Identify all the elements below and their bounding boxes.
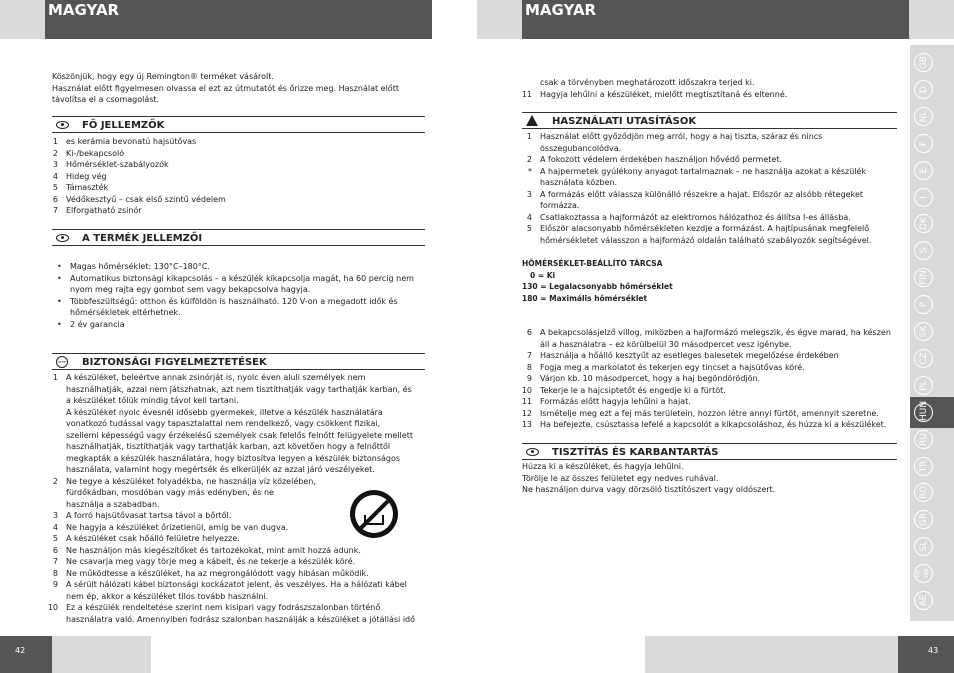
list-item [514,177,904,189]
language-nl[interactable]: NL [914,107,933,126]
item-number: 7 [52,206,58,215]
list-item [40,372,432,384]
list-item [514,200,904,212]
language-dk[interactable]: DK [914,214,933,233]
list-item [40,579,432,591]
item-number: 11 [521,89,532,99]
item-number: 4 [52,522,58,532]
language-sk[interactable]: SK [914,322,933,341]
language-f[interactable]: F [914,134,933,153]
item-text: A készüléket csak hőálló felületre helyezze. [66,534,240,543]
item-number: 10 [47,603,58,612]
list-item [40,568,432,580]
list-item [40,545,432,557]
list-item [514,235,904,247]
page-number-left: 42 [0,636,52,673]
list-item [514,396,906,408]
list-item [514,89,894,101]
usage-continued-list [514,327,906,431]
item-text: Hőmérséklet-szabályozók [66,160,169,169]
list-item [40,430,432,442]
cleaning-line: Húzza ki a készüléket, és hagyja lehűlni. [522,462,684,471]
bullet-line: • Magas hőmérséklet: 130°C–180°C. [70,262,210,271]
temp-dial-line: 0 = Ki [530,270,556,280]
list-item [514,212,904,224]
item-text: es kerámia bevonatú hajsütővas [66,137,197,146]
item-number: 3 [52,160,58,169]
list-item [40,476,432,488]
item-text: Ne tegye a készüléket folyadékba, ne használja víz közelében, [66,476,316,486]
warning-icon [526,115,538,126]
list-item [40,407,432,419]
bullet-item [52,296,427,319]
list-item [40,182,420,194]
list-item [514,77,894,89]
item-text: Ne hagyja a készüléket őrizetlenül, amíg be van dugva. [66,522,289,532]
item-number: 1 [52,137,58,146]
section-product-features [52,229,425,246]
item-number: 2 [52,476,58,486]
language-s[interactable]: S [914,241,933,260]
item-number: 6 [52,545,58,555]
bullet-item [52,261,427,273]
bullet-item [52,273,427,296]
item-text: Elforgatható zsinór [66,206,142,215]
item-text: Formázás előtt hagyja lehűlni a hajat. [540,397,691,406]
item-text: A fokozott védelem érdekében használjon hővédő permetet. [540,155,782,164]
list-item [40,614,432,626]
cleaning-line: Törölje le az összes felületet egy nedves ruhával. [522,473,719,483]
section-usage [522,112,897,129]
list-item [40,395,432,407]
item-number: 3 [52,511,58,520]
language-p[interactable]: P [914,295,933,314]
temp-dial-line: 130 = Legalacsonyabb hőmérséklet [522,282,673,291]
list-item [40,159,420,171]
item-text: Ne csavarja meg vagy törje meg a kábelt, és ne tekerje a készülék köré. [66,557,356,566]
list-item [40,591,432,603]
eye-icon [56,234,69,242]
section-safety [52,353,425,370]
item-number: 2 [52,148,58,158]
item-text: hőmérsékletet válasszon a hajformázó oldalán található szabályozók segítségével. [540,235,872,245]
list-item [40,194,420,206]
page-header-right: MAGYAR [522,0,909,39]
intro-line: távolítsa el a csomagolást. [52,95,160,104]
list-item [514,131,904,143]
language-tr[interactable]: TR [914,457,933,476]
item-text: A forró hajsütővasat tartsa távol a bőrtől. [66,511,232,520]
list-item [40,602,432,614]
item-text: Hideg vég [66,171,107,181]
page-header-left: MAGYAR [45,0,432,39]
list-item [514,350,906,362]
item-text: nem ép, akkor a készüléket tilos tovább használni. [66,591,269,601]
list-item [40,418,432,430]
list-item [514,408,906,420]
item-number: 5 [52,534,58,543]
item-text: Használja a hőálló kesztyűt az esetleges balesetek megelőzése érdekében [540,351,839,360]
item-number: 6 [526,328,532,337]
item-text: A bekapcsolásjelző villog, miközben a hajformázó melegszik, és égve marad, ha készen [540,328,891,337]
bullet-line: hőmérsékletek eltérhetnek. [70,308,181,317]
section-title: HASZNÁLATI UTASÍTÁSOK [552,116,697,127]
item-number: 10 [521,385,532,395]
language-pl[interactable]: PL [914,376,933,395]
item-number: 12 [521,408,532,418]
continued-list [514,77,894,100]
language-ro[interactable]: RO [914,483,933,502]
bullet-line: • Automatikus biztonsági kikapcsolás – a készülék kikapcsolja magát, ha 60 percig nem [70,273,414,283]
usage-list [514,131,904,246]
bullet-item [52,319,427,331]
item-number: 4 [526,212,532,222]
item-text: A hajpermetek gyúlékony anyagot tartalmaznak – ne használja azokat a készülék [540,166,867,176]
list-item [514,373,906,385]
list-item [40,205,420,217]
list-item [40,441,432,453]
cleaning-line: Ne használjon durva vagy dörzsölő tisztítószert vagy oldószert. [522,485,776,494]
item-number: 2 [526,155,532,164]
item-text: áll a használatra – ez körülbelül 30 másodpercet vesz igénybe. [540,339,792,349]
main-features-list [40,136,420,217]
language-ru[interactable]: RU [914,430,933,449]
item-text: Ha befejezte, csúsztassa lefelé a kapcsolót a kikapcsoláshoz, és húzza ki a készüléket. [540,420,887,429]
item-number: 9 [526,374,532,383]
item-text: használja a szabadban. [66,499,160,509]
language-e[interactable]: E [914,161,933,180]
item-text: használhatják, azzal nem játszhatnak, azt nem tisztíthatják vagy tarthatják karban, és [66,384,412,394]
item-text: használatra való. Amennyiben fodrász szalonban használják a készüléket a jótállási idő [66,614,416,624]
bullet-line: • 2 év garancia [70,319,125,329]
item-text: Először alacsonyabb hőmérsékleten kezdje a formázást. A hajtípusának megfelelő [540,224,870,233]
item-number: 5 [526,224,532,233]
language-ae[interactable]: AE [914,591,933,610]
item-text: A készüléket, beleértve annak zsinórját is, nyolc éven aluli személyek nem [66,373,366,382]
item-number: 4 [52,171,58,181]
list-item [40,148,420,160]
product-features-list [52,261,427,330]
language-d[interactable]: D [914,80,933,99]
eye-icon [526,448,539,456]
item-text: Ismételje meg ezt a fej más területein, hozzon létre annyi fürtöt, amennyit szeretne. [540,408,879,418]
item-text: Tekerje le a hajcsiptetőt és engedje ki a fürtöt. [540,385,726,395]
item-text: használhatják, tisztíthatják vagy tarthatják karban, azt követően hogy a felnőttől [66,442,391,451]
item-text: Várjon kb. 10 másodpercet, hogy a haj begöndörödjön. [540,374,761,383]
list-item [40,464,432,476]
list-item [514,339,906,351]
section-title: A TERMÉK JELLEMZŐI [82,233,203,244]
item-text: A készüléket nyolc évesnél idősebb gyermekek, illetve a készülék használatára [66,407,383,417]
list-item [514,385,906,397]
item-text: összegubancolódva. [540,143,622,153]
list-item [514,419,906,431]
item-text: vonatkozó tudással vagy tapasztalattal nem rendelkező, vagy csökkent fizikai, [66,419,381,428]
item-text: Hagyja lehűlni a készüléket, mielőtt megtisztítaná és eltenné. [540,89,788,99]
eye-icon [56,121,69,129]
list-item [40,384,432,396]
item-number: 9 [52,580,58,589]
item-text: Ne működtesse a készüléket, ha az megrongálódott vagy hibásan működik. [66,568,369,578]
item-text: Fogja meg a markolatot és tekerjen egy tincset a hajsütővas köré. [540,362,805,372]
item-text: megkapták a készülék használatára, hogy biztosítva legyen a készülék biztonságos [66,453,401,463]
item-text: Használat előtt győződjön meg arról, hogy a haj tiszta, száraz és nincs [540,132,823,141]
item-number: 6 [52,194,58,204]
language-i[interactable]: I [914,188,933,207]
list-item [514,327,906,339]
list-item [514,189,904,201]
temp-dial-title: HŐMÉRSÉKLET-BEÁLLÍTÓ TÁRCSA [522,259,663,268]
item-text: Védőkesztyű – csak első szintű védelem [66,194,226,204]
section-title: TISZTÍTÁS ÉS KARBANTARTÁS [552,447,719,458]
item-text: Ez a készülék rendeltetése szerint nem kisipari vagy fodrászszalonban történő [66,603,381,612]
item-text: A sérült hálózati kábel biztonsági kockázatot jelent, és veszélyes. Ha a hálózati kábel [66,580,407,589]
item-number: 11 [521,397,532,406]
item-text: A formázás előtt válassza különálló részekre a hajat. Először az alsóbb rétegeket [540,189,864,199]
item-text: Ne használjon más kiegészítőket és tartozékokat, mint amit hozzá adunk. [66,545,361,555]
list-item [514,154,904,166]
item-text: csak a törvényben meghatározott időszakra terjed ki. [540,78,755,87]
item-number: 8 [526,362,532,372]
page-number-right: 43 [898,636,954,673]
section-main-features [52,116,425,133]
intro-line: Köszönjük, hogy egy új Remington® terméket vásárolt. [52,72,274,81]
list-item [40,556,432,568]
item-number: 7 [52,557,58,566]
temp-dial-line: 180 = Maximális hőmérséklet [522,293,648,303]
section-title: FŐ JELLEMZŐK [82,120,165,131]
item-text: Támaszték [66,183,109,192]
section-title: BIZTONSÁGI FIGYELMEZTETÉSEK [82,357,267,368]
item-text: formázza. [540,201,580,210]
stop-icon: STOP [56,356,68,368]
language-cz[interactable]: CZ [914,349,933,368]
list-item [514,223,904,235]
bullet-line: • Többfeszültségű: otthon és külföldön is használható. 120 V-on a megadott idők és [70,296,398,306]
intro-line: Használat előtt figyelmesen olvassa el ezt az útmutatót és őrizze meg. Használat előtt [52,83,399,93]
item-text: Ki-/bekapcsoló [66,148,125,158]
item-text: szellemi képességű vagy érzékelésű személyek csak felelős felnőtt felügyelete mellett [66,430,413,440]
list-item [514,166,904,178]
item-text: Csatlakoztassa a hajformázót az elektromos hálózathoz és állítsa I-es állásba. [540,212,851,222]
cleaning-text [522,461,902,496]
item-text: a készüléket tőlük mindig távol kell tartani. [66,396,239,405]
item-number: 5 [52,183,58,192]
bullet-line: nyom meg rajta egy gombot sem vagy bekapcsolva hagyja. [70,285,311,294]
language-sidebar [910,45,954,621]
list-item [514,143,904,155]
section-cleaning [522,443,897,460]
intro-text [52,71,432,106]
list-item [40,453,432,465]
item-number: 8 [52,568,58,578]
item-number: 7 [526,351,532,360]
item-number: 13 [521,420,532,429]
list-item [40,136,420,148]
list-item [40,171,420,183]
item-number: * [528,166,532,176]
language-fin[interactable]: FIN [914,268,933,287]
list-item [514,362,906,374]
item-number: 1 [52,373,58,382]
language-hr-srb[interactable]: HR SRB [914,564,933,583]
item-text: használata, valamint hogy megértsék és elkerüljék az azzal járó veszélyeket. [66,465,375,474]
language-sl[interactable]: SL [914,537,933,556]
item-number: 1 [526,132,532,141]
no-water-icon [350,490,398,538]
language-hun[interactable]: HUN [914,403,933,422]
temp-dial [522,258,902,304]
language-gb[interactable]: GB [914,53,933,72]
item-text: használata közben. [540,178,618,187]
item-text: fürdőkádban, mosdóban vagy más edényben, és ne [66,488,274,497]
item-number: 3 [526,189,532,199]
language-gr[interactable]: GR [914,510,933,529]
